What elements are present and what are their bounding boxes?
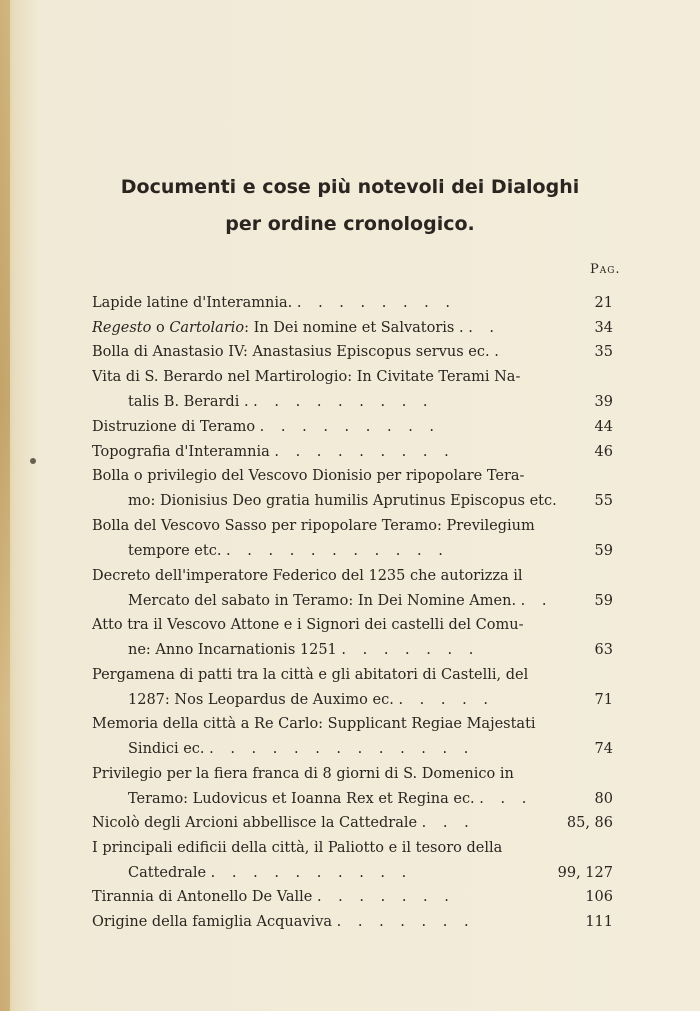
toc-page-number: 55	[594, 493, 613, 509]
toc-entry-continuation: 1287: Nos Leopardus de Auximo ec. . . . . .	[128, 692, 494, 708]
ink-spot	[30, 458, 36, 464]
toc-page-number: 39	[594, 394, 613, 410]
toc-entry-continuation: Teramo: Ludovicus et Ioanna Rex et Regina ec. . . .	[128, 791, 533, 807]
toc-entry-continuation: ne: Anno Incarnationis 1251 . . . . . . .	[128, 642, 480, 658]
page-title: Documenti e cose più notevoli dei Dialoghi	[120, 176, 580, 198]
toc-page-number: 35	[594, 344, 613, 360]
toc-page-number: 63	[594, 642, 613, 658]
page-subtitle: per ordine cronologico.	[225, 213, 475, 235]
toc-entry: Privilegio per la fiera franca di 8 giorni di S. Domenico in	[92, 766, 514, 782]
toc-entry: Regesto o Cartolario: In Dei nomine et Salvatoris . . .	[92, 320, 501, 336]
toc-page-number: 99, 127	[557, 865, 613, 881]
toc-entry: Bolla di Anastasio IV: Anastasius Episcopus servus ec. .	[92, 344, 505, 360]
toc-page-number: 59	[594, 543, 613, 559]
toc-page-number: 74	[594, 741, 613, 757]
toc-entry: Tirannia di Antonello De Valle . . . . . . .	[92, 889, 455, 905]
toc-entry: Origine della famiglia Acquaviva . . . . . . .	[92, 914, 475, 930]
toc-entry-continuation: mo: Dionisius Deo gratia humilis Aprutinus Episcopus etc.	[128, 493, 557, 509]
toc-entry: Vita di S. Berardo nel Martirologio: In Civitate Terami Na-	[92, 369, 521, 385]
toc-entry: Distruzione di Teramo . . . . . . . . .	[92, 419, 441, 435]
toc-entry-continuation: Sindici ec. . . . . . . . . . . . . .	[128, 741, 475, 757]
toc-page-number: 71	[594, 692, 613, 708]
toc-entry: Atto tra il Vescovo Attone e i Signori dei castelli del Comu-	[92, 617, 524, 633]
toc-page-number: 46	[594, 444, 613, 460]
toc-page-number: 59	[594, 593, 613, 609]
toc-entry-continuation: Mercato del sabato in Teramo: In Dei Nomine Amen. . .	[128, 593, 553, 609]
toc-page-number: 80	[594, 791, 613, 807]
toc-page-number: 21	[594, 295, 613, 311]
toc-entry: I principali edificii della città, il Paliotto e il tesoro della	[92, 840, 503, 856]
toc-entry: Memoria della città a Re Carlo: Supplicant Regiae Majestati	[92, 716, 536, 732]
toc-entry: Bolla del Vescovo Sasso per ripopolare Teramo: Previlegium	[92, 518, 535, 534]
toc-entry-continuation: Cattedrale . . . . . . . . . .	[128, 865, 413, 881]
toc-entry: Pergamena di patti tra la città e gli abitatori di Castelli, del	[92, 667, 529, 683]
page-edge	[0, 0, 10, 1011]
toc-page-number: 106	[585, 889, 613, 905]
toc-page-number: 34	[594, 320, 613, 336]
toc-entry: Topografia d'Interamnia . . . . . . . . .	[92, 444, 455, 460]
toc-entry-continuation: tempore etc. . . . . . . . . . . .	[128, 543, 449, 559]
toc-page-number: 85, 86	[566, 815, 613, 831]
toc-entry-continuation: talis B. Berardi . . . . . . . . . .	[128, 394, 434, 410]
toc-page-number: 111	[585, 914, 613, 930]
toc-entry: Decreto dell'imperatore Federico del 1235 che autorizza il	[92, 568, 523, 584]
page-column-header: Pag.	[590, 262, 621, 277]
toc-entry: Bolla o privilegio del Vescovo Dionisio per ripopolare Tera-	[92, 468, 525, 484]
toc-page-number: 44	[594, 419, 613, 435]
toc-entry: Nicolò degli Arcioni abbellisce la Cattedrale . . .	[92, 815, 475, 831]
toc-entry: Lapide latine d'Interamnia. . . . . . . . .	[92, 295, 456, 311]
